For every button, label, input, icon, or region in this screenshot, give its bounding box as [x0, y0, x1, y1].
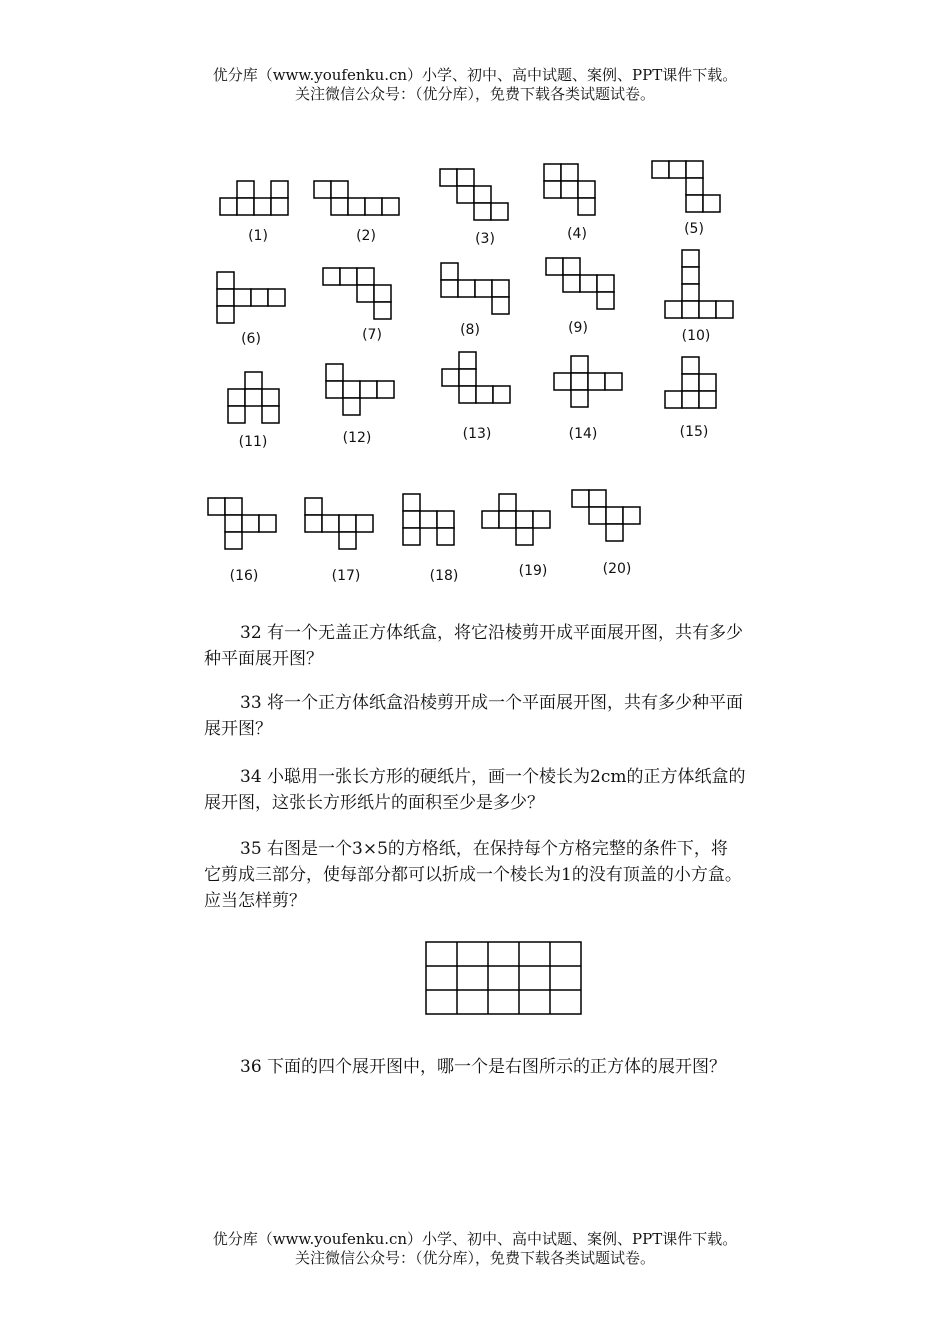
net-square [403, 511, 420, 528]
net-square [237, 181, 254, 198]
cube-net-6 [217, 272, 285, 347]
net-square [228, 406, 245, 423]
net-square [682, 391, 699, 408]
net-square [493, 386, 510, 403]
net-label: (4) [567, 226, 587, 242]
net-square [217, 289, 234, 306]
cube-net-2 [314, 181, 399, 244]
net-square [374, 285, 391, 302]
net-square [322, 515, 339, 532]
net-square [228, 389, 245, 406]
net-square [623, 507, 640, 524]
question-32-line-2: 种平面展开图？ [204, 649, 323, 669]
cube-net-7 [323, 268, 391, 343]
net-square [420, 511, 437, 528]
question-36-line-1: 36 下面的四个展开图中，哪一个是右图所示的正方体的展开图？ [240, 1057, 727, 1077]
net-square [245, 372, 262, 389]
net-square [457, 169, 474, 186]
net-square [669, 161, 686, 178]
net-label: (20) [602, 561, 632, 577]
net-square [348, 198, 365, 215]
net-square [340, 268, 357, 285]
cube-net-9 [546, 258, 614, 336]
net-square [217, 306, 234, 323]
net-square [652, 161, 669, 178]
net-label: (5) [684, 221, 704, 237]
net-square [682, 267, 699, 284]
cube-net-15 [665, 357, 716, 440]
net-square [682, 374, 699, 391]
net-square [516, 511, 533, 528]
net-square [459, 352, 476, 369]
net-square [482, 511, 499, 528]
net-square [339, 515, 356, 532]
net-label: (13) [462, 426, 492, 442]
net-square [251, 289, 268, 306]
net-square [326, 381, 343, 398]
cube-net-17 [305, 498, 373, 584]
net-square [516, 528, 533, 545]
net-square [492, 280, 509, 297]
net-square [571, 390, 588, 407]
net-square [716, 301, 733, 318]
header-line-2: 关注微信公众号：（优分库），免费下载各类试题试卷。 [294, 85, 655, 103]
net-square [437, 511, 454, 528]
net-square [374, 302, 391, 319]
cube-net-10 [665, 250, 733, 344]
net-label: (11) [238, 434, 268, 450]
net-square [357, 268, 374, 285]
cube-net-12 [326, 364, 394, 446]
net-square [588, 373, 605, 390]
grid-outline [426, 942, 581, 1014]
net-square [563, 275, 580, 292]
net-square [499, 494, 516, 511]
net-square [597, 275, 614, 292]
net-label: (3) [475, 231, 495, 247]
net-square [665, 301, 682, 318]
net-square [360, 381, 377, 398]
net-square [606, 524, 623, 541]
net-label: (10) [681, 328, 711, 344]
net-square [578, 181, 595, 198]
question-34 [204, 764, 809, 816]
net-square [682, 250, 699, 267]
net-square [234, 289, 251, 306]
cube-net-13 [442, 352, 510, 442]
net-square [605, 373, 622, 390]
question-34-line-1: 34 小聪用一张长方形的硬纸片，画一个棱长为2cm的正方体纸盒的 [240, 767, 746, 787]
question-35-line-3: 应当怎样剪？ [204, 891, 306, 911]
net-square [665, 391, 682, 408]
net-square [533, 511, 550, 528]
net-square [474, 186, 491, 203]
net-label: (18) [429, 568, 459, 584]
question-33 [204, 690, 809, 742]
net-square [220, 198, 237, 215]
net-square [699, 301, 716, 318]
net-square [382, 198, 399, 215]
question-33-line-2: 展开图？ [204, 719, 272, 739]
net-square [441, 280, 458, 297]
net-square [571, 356, 588, 373]
grid-3x5 [424, 940, 584, 1018]
net-label: (19) [518, 563, 548, 579]
question-34-line-2: 展开图，这张长方形纸片的面积至少是多少？ [204, 793, 544, 813]
net-label: (15) [679, 424, 709, 440]
net-square [225, 498, 242, 515]
net-square [580, 275, 597, 292]
net-square [492, 297, 509, 314]
net-label: (14) [568, 426, 598, 442]
net-label: (12) [342, 430, 372, 446]
net-square [305, 498, 322, 515]
net-square [699, 391, 716, 408]
net-square [262, 389, 279, 406]
net-label: (8) [460, 322, 480, 338]
net-square [703, 195, 720, 212]
footer-line-2: 关注微信公众号：（优分库），免费下载各类试题试卷。 [294, 1249, 655, 1267]
net-square [442, 369, 459, 386]
net-label: (16) [229, 568, 259, 584]
net-square [377, 381, 394, 398]
net-square [457, 186, 474, 203]
net-square [459, 386, 476, 403]
net-square [476, 386, 493, 403]
net-label: (1) [248, 228, 268, 244]
net-square [259, 515, 276, 532]
cube-net-19 [482, 494, 550, 579]
net-square [305, 515, 322, 532]
net-label: (7) [362, 327, 382, 343]
net-square [339, 532, 356, 549]
net-square [357, 285, 374, 302]
question-32-line-1: 32 有一个无盖正方体纸盒，将它沿棱剪开成平面展开图，共有多少 [240, 623, 744, 643]
net-square [356, 515, 373, 532]
net-square [563, 258, 580, 275]
cube-nets-figure [0, 0, 950, 600]
net-label: (9) [568, 320, 588, 336]
net-square [475, 280, 492, 297]
net-label: (6) [241, 331, 261, 347]
net-square [271, 198, 288, 215]
net-square [572, 490, 589, 507]
net-square [546, 258, 563, 275]
net-square [589, 507, 606, 524]
net-square [440, 169, 457, 186]
net-square [682, 301, 699, 318]
net-square [237, 198, 254, 215]
net-square [561, 181, 578, 198]
net-square [271, 181, 288, 198]
net-square [343, 381, 360, 398]
cube-net-4 [544, 164, 595, 242]
net-square [686, 178, 703, 195]
cube-net-18 [403, 494, 458, 584]
cube-net-3 [440, 169, 508, 247]
net-square [323, 268, 340, 285]
net-square [458, 280, 475, 297]
net-square [245, 389, 262, 406]
net-square [699, 374, 716, 391]
question-33-line-1: 33 将一个正方体纸盒沿棱剪开成一个平面展开图，共有多少种平面 [240, 693, 744, 713]
net-square [225, 515, 242, 532]
question-32 [204, 620, 809, 672]
net-square [544, 164, 561, 181]
net-square [499, 511, 516, 528]
net-square [474, 203, 491, 220]
cube-net-14 [554, 356, 622, 442]
net-square [589, 490, 606, 507]
net-square [403, 494, 420, 511]
net-square [544, 181, 561, 198]
net-square [217, 272, 234, 289]
net-square [491, 203, 508, 220]
question-36 [204, 1054, 809, 1080]
net-square [331, 198, 348, 215]
net-square [331, 181, 348, 198]
net-square [597, 292, 614, 309]
net-square [606, 507, 623, 524]
net-square [437, 528, 454, 545]
net-square [242, 515, 259, 532]
net-label: (17) [331, 568, 361, 584]
cube-net-8 [441, 263, 509, 338]
net-square [343, 398, 360, 415]
net-square [314, 181, 331, 198]
net-square [686, 161, 703, 178]
cube-net-16 [208, 498, 276, 584]
net-square [225, 532, 242, 549]
net-square [403, 528, 420, 545]
net-square [254, 198, 271, 215]
net-square [571, 373, 588, 390]
net-square [561, 164, 578, 181]
page-footer [0, 1230, 950, 1268]
net-square [365, 198, 382, 215]
net-label: (2) [356, 228, 376, 244]
net-square [686, 195, 703, 212]
header-line-1: 优分库（www.youfenku.cn）小学、初中、高中试题、案例、PPT课件下载。 [212, 66, 738, 84]
cube-net-20 [572, 490, 640, 577]
cube-net-5 [652, 161, 720, 237]
question-35-line-1: 35 右图是一个3×5的方格纸，在保持每个方格完整的条件下，将 [240, 839, 728, 859]
question-35 [204, 836, 809, 914]
net-square [262, 406, 279, 423]
net-square [268, 289, 285, 306]
net-square [682, 284, 699, 301]
net-square [578, 198, 595, 215]
net-square [326, 364, 343, 381]
net-square [459, 369, 476, 386]
net-square [208, 498, 225, 515]
question-35-line-2: 它剪成三部分，使每部分都可以折成一个棱长为1的没有顶盖的小方盒。 [204, 865, 742, 885]
cube-net-11 [228, 372, 279, 450]
net-square [441, 263, 458, 280]
net-square [554, 373, 571, 390]
footer-line-1: 优分库（www.youfenku.cn）小学、初中、高中试题、案例、PPT课件下载。 [212, 1230, 738, 1248]
cube-net-1 [220, 181, 288, 244]
net-square [682, 357, 699, 374]
